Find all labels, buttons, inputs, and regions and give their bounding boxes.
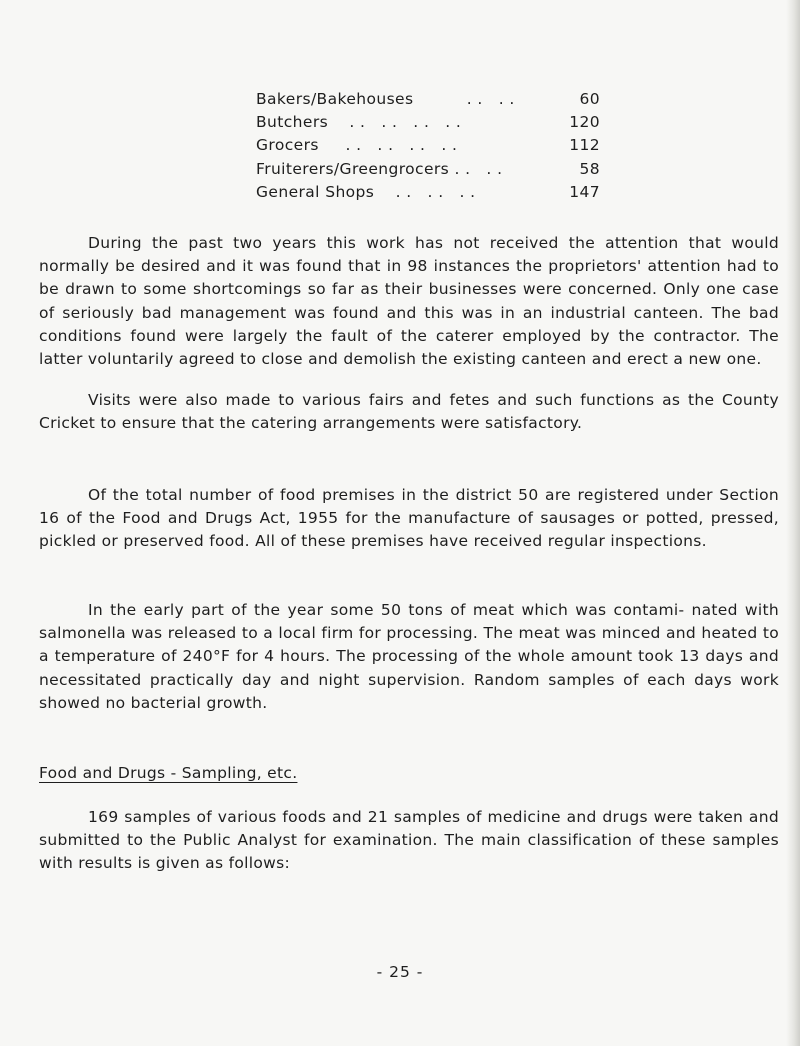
premises-name: Grocers . . . . . . . .	[256, 136, 458, 155]
paragraph-text: 169 samples of various foods and 21 samples of medicine and drugs were taken and submitted to the Public Analyst for examination. The main classification of these samples with results is given as follows:	[39, 808, 779, 873]
premises-count: 58	[579, 159, 600, 178]
paragraph-text: Visits were also made to various fairs and fetes and such functions as the County Cricket to ensure that the catering arrangements were satisfactory.	[39, 391, 779, 433]
premises-name: Fruiterers/Greengrocers . . . .	[256, 159, 503, 178]
table-row	[256, 111, 600, 134]
paragraph-registered-premises	[39, 484, 779, 554]
paragraph-text: Of the total number of food premises in the district 50 are registered under Section 16 of the Food and Drugs Act, 1955 for the manufacture of sausages or potted, pressed, pickled or preserved food. All of these premises have received regular inspections.	[39, 486, 779, 551]
page-number: - 25 -	[376, 963, 424, 981]
page-edge-shadow	[786, 0, 800, 1046]
premises-count: 60	[579, 90, 600, 108]
premises-count: 147	[569, 182, 600, 201]
paragraph-salmonella-meat	[39, 599, 779, 715]
table-row	[256, 134, 600, 157]
paragraph-text: During the past two years this work has not received the attention that would normally be desired and it was found that in 98 instances the proprietors' attention had to be drawn to some shortcomings so far as their businesses were concerned. Only one case of seriously bad management was found and this was in an industrial canteen. The bad conditions found were largely the fault of the caterer employed by the contractor. The latter voluntarily agreed to close and demolish the existing canteen and erect a new one.	[39, 234, 779, 369]
premises-count: 120	[569, 113, 600, 132]
premises-count: 112	[569, 136, 600, 155]
paragraph-fairs-visits	[39, 389, 779, 435]
premises-name: Butchers . . . . . . . .	[256, 113, 462, 132]
premises-name: Bakers/Bakehouses . . . .	[256, 90, 515, 108]
paragraph-text: In the early part of the year some 50 tons of meat which was contami- nated with salmonella was released to a local firm for processing. The meat was minced and heated to a temperature of 240°F for 4 hours. The processing of the whole amount took 13 days and necessitated practically day and night supervision. Random samples of each days work showed no bacterial growth.	[39, 601, 779, 712]
table-row	[256, 88, 600, 111]
table-row	[256, 181, 600, 204]
section-heading: Food and Drugs - Sampling, etc.	[39, 764, 298, 782]
table-row	[256, 158, 600, 181]
paragraph-samples	[39, 806, 779, 876]
premises-name: General Shops . . . . . .	[256, 182, 476, 201]
paragraph-canteen-inspections	[39, 232, 779, 371]
premises-table	[256, 88, 600, 204]
